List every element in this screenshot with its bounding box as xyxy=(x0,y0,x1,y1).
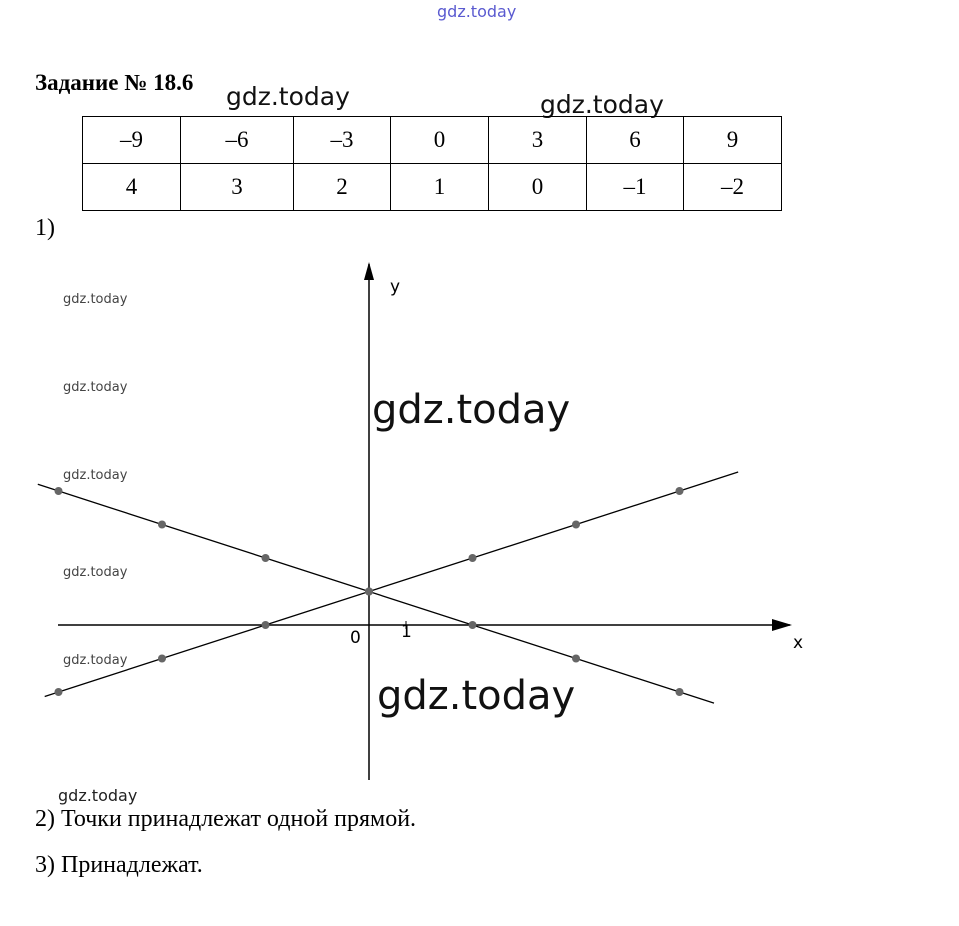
watermark-large: gdz.today xyxy=(377,673,576,719)
watermark-small: gdz.today xyxy=(63,565,128,580)
ascending-point xyxy=(55,688,63,696)
descending-point xyxy=(469,621,477,629)
descending-point xyxy=(262,554,270,562)
watermark-small: gdz.today xyxy=(63,292,128,307)
descending-point xyxy=(572,655,580,663)
table-cell: 6 xyxy=(587,117,684,164)
watermark-table: gdz.today xyxy=(540,90,664,119)
table-cell: 3 xyxy=(181,164,294,211)
watermark-title: gdz.today xyxy=(226,82,350,111)
ascending-line xyxy=(45,472,738,696)
table-cell: 4 xyxy=(83,164,181,211)
watermark-small: gdz.today xyxy=(63,653,128,668)
y-axis-label: y xyxy=(390,277,401,297)
watermark-small: gdz.today xyxy=(63,468,128,483)
table-cell: –3 xyxy=(294,117,391,164)
table-cell: –6 xyxy=(181,117,294,164)
ascending-point xyxy=(676,487,684,495)
x-axis-label: x xyxy=(793,633,804,653)
watermark-large: gdz.today xyxy=(372,387,571,433)
watermark-bottom: gdz.today xyxy=(58,786,138,805)
origin-label: 0 xyxy=(350,628,361,648)
table-cell: –1 xyxy=(587,164,684,211)
table-cell: 1 xyxy=(391,164,489,211)
y-axis-arrow xyxy=(364,262,374,280)
ascending-point xyxy=(469,554,477,562)
task-title: Задание № 18.6 xyxy=(35,70,194,95)
table-cell: 0 xyxy=(489,164,587,211)
watermark-top: gdz.today xyxy=(437,2,517,21)
table-cell: 9 xyxy=(684,117,782,164)
ascending-point xyxy=(158,655,166,663)
descending-point xyxy=(676,688,684,696)
answer-3: 3) Принадлежат. xyxy=(35,852,203,878)
unit-label: 1 xyxy=(401,622,412,642)
table-cell: –2 xyxy=(684,164,782,211)
table-cell: 3 xyxy=(489,117,587,164)
ascending-point xyxy=(262,621,270,629)
watermark-small: gdz.today xyxy=(63,380,128,395)
x-axis-arrow xyxy=(772,619,792,631)
table-cell: 2 xyxy=(294,164,391,211)
ascending-point xyxy=(365,588,373,596)
descending-line xyxy=(38,484,714,703)
descending-point xyxy=(55,487,63,495)
table-cell: 0 xyxy=(391,117,489,164)
table-cell: –9 xyxy=(83,117,181,164)
descending-point xyxy=(158,521,166,529)
ascending-point xyxy=(572,521,580,529)
part1-label: 1) xyxy=(35,215,55,241)
answer-2: 2) Точки принадлежат одной прямой. xyxy=(35,806,417,832)
